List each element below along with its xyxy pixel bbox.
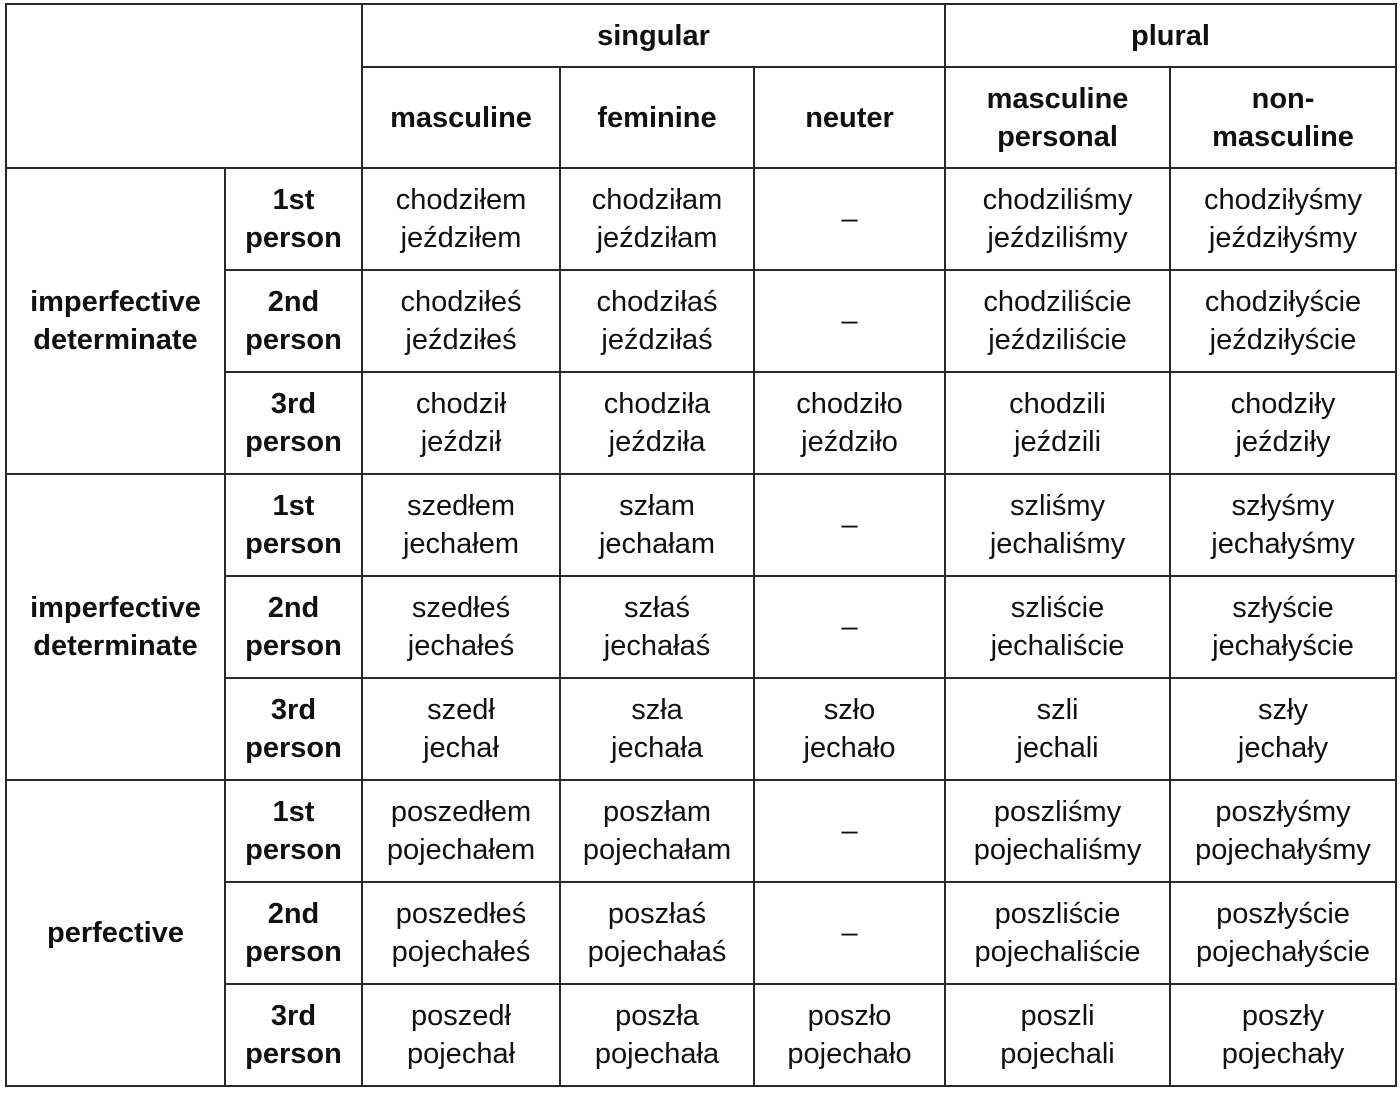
table-row (6, 474, 1396, 576)
form-cell-sg-neuter (754, 780, 945, 882)
verb-form: szły (1258, 694, 1308, 726)
person-line: 2nd (267, 286, 320, 318)
form-cell-pl-masculine-personal (945, 678, 1170, 780)
header-line: neuter (805, 101, 894, 134)
person-line: person (245, 324, 342, 356)
verb-form: jechałem (402, 528, 520, 560)
aspect-header (6, 780, 225, 1086)
aspect-line: imperfective (30, 592, 201, 624)
verb-form: pojechała (594, 1038, 720, 1070)
form-cell-pl-masculine-personal (945, 984, 1170, 1086)
form-cell-pl-non-masculine (1170, 780, 1396, 882)
verb-form: jeździła (608, 426, 706, 458)
verb-form: pojechałam (582, 834, 732, 866)
singular-header: singular (362, 4, 945, 67)
verb-form: chodziliśmy (982, 184, 1133, 216)
person-line: 3rd (270, 1000, 317, 1032)
verb-form: poszliśmy (993, 796, 1122, 828)
verb-form: jeździliście (988, 324, 1127, 356)
verb-form: jechałam (598, 528, 716, 560)
form-cell-sg-neuter (754, 576, 945, 678)
verb-form: jeździłyście (1209, 324, 1357, 356)
form-cell-pl-masculine-personal (945, 372, 1170, 474)
verb-form: szli (1036, 694, 1079, 726)
person-header (225, 780, 362, 882)
person-line: person (245, 834, 342, 866)
form-cell-sg-masculine (362, 780, 560, 882)
verb-form: chodziła (603, 388, 711, 420)
form-cell-sg-masculine (362, 474, 560, 576)
gender-header-neuter (754, 67, 945, 168)
form-cell-pl-masculine-personal (945, 168, 1170, 270)
person-line: 3rd (270, 694, 317, 726)
person-header (225, 270, 362, 372)
verb-form: szło (823, 694, 876, 726)
person-header (225, 678, 362, 780)
verb-form: szliście (1010, 592, 1105, 624)
person-header (225, 372, 362, 474)
verb-form: poszłam (603, 796, 711, 828)
verb-form: jeździłam (596, 222, 718, 254)
verb-form: jechałeś (407, 630, 515, 662)
verb-form: pojechałem (386, 834, 536, 866)
gender-header-masculine-personal (945, 67, 1170, 168)
verb-form: chodziło (796, 388, 903, 420)
verb-form: chodziłem (395, 184, 527, 216)
verb-form: – (841, 815, 858, 847)
verb-form: szłam (619, 490, 695, 522)
verb-form: chodziłam (591, 184, 723, 216)
verb-form: poszłyśmy (1215, 796, 1351, 828)
verb-form: chodziliście (983, 286, 1132, 318)
verb-form: chodziłaś (596, 286, 718, 318)
verb-form: jeździliśmy (987, 222, 1128, 254)
form-cell-sg-masculine (362, 576, 560, 678)
verb-form: szłyśmy (1231, 490, 1335, 522)
form-cell-sg-feminine (560, 780, 754, 882)
person-line: person (245, 426, 342, 458)
verb-form: poszła (615, 1000, 699, 1032)
verb-form: – (841, 917, 858, 949)
form-cell-pl-non-masculine (1170, 372, 1396, 474)
verb-form: jechał (423, 732, 499, 764)
person-line: 3rd (270, 388, 317, 420)
form-cell-sg-masculine (362, 984, 560, 1086)
verb-form: jeździłaś (601, 324, 713, 356)
form-cell-sg-feminine (560, 372, 754, 474)
person-line: 1st (272, 184, 315, 216)
form-cell-sg-feminine (560, 678, 754, 780)
verb-form: jechałyście (1212, 630, 1354, 662)
verb-form: – (841, 305, 858, 337)
form-cell-sg-neuter (754, 984, 945, 1086)
plural-header: plural (945, 4, 1396, 67)
form-cell-pl-masculine-personal (945, 270, 1170, 372)
person-line: person (245, 1038, 342, 1070)
verb-form: poszedł (411, 1000, 511, 1032)
form-cell-sg-feminine (560, 882, 754, 984)
header-line: non- (1251, 82, 1315, 115)
person-header (225, 882, 362, 984)
form-cell-sg-feminine (560, 474, 754, 576)
form-cell-sg-feminine (560, 168, 754, 270)
form-cell-sg-neuter (754, 678, 945, 780)
verb-form: pojechałeś (391, 936, 531, 968)
verb-form: jechałaś (603, 630, 711, 662)
form-cell-pl-masculine-personal (945, 882, 1170, 984)
form-cell-sg-masculine (362, 882, 560, 984)
verb-form: jeździli (1014, 426, 1102, 458)
verb-form: pojechałyśmy (1195, 834, 1371, 866)
verb-form: szedłeś (411, 592, 511, 624)
header-line: masculine (1212, 120, 1354, 153)
form-cell-pl-masculine-personal (945, 780, 1170, 882)
verb-form: poszłaś (607, 898, 707, 930)
verb-form: pojechał (406, 1038, 516, 1070)
verb-form: pojechaliście (974, 936, 1141, 968)
form-cell-sg-masculine (362, 270, 560, 372)
person-header (225, 168, 362, 270)
verb-form: szedłem (407, 490, 515, 522)
header-line: masculine (390, 101, 532, 134)
verb-form: jechały (1237, 732, 1329, 764)
form-cell-sg-feminine (560, 270, 754, 372)
form-cell-pl-masculine-personal (945, 576, 1170, 678)
form-cell-pl-non-masculine (1170, 576, 1396, 678)
verb-form: poszedłeś (395, 898, 527, 930)
verb-form: jeździły (1235, 426, 1331, 458)
table-row (6, 168, 1396, 270)
person-header (225, 576, 362, 678)
verb-form: szliśmy (1009, 490, 1106, 522)
form-cell-sg-neuter (754, 372, 945, 474)
verb-form: pojechały (1221, 1038, 1345, 1070)
verb-form: – (841, 509, 858, 541)
aspect-line: determinate (33, 324, 198, 356)
verb-form: pojechaliśmy (973, 834, 1142, 866)
person-header (225, 984, 362, 1086)
verb-form: poszły (1241, 1000, 1325, 1032)
verb-form: jechała (611, 732, 703, 764)
form-cell-sg-neuter (754, 270, 945, 372)
verb-form: jeździł (420, 426, 502, 458)
form-cell-sg-feminine (560, 984, 754, 1086)
verb-form: jeździłem (400, 222, 522, 254)
form-cell-pl-non-masculine (1170, 678, 1396, 780)
verb-form: szła (631, 694, 683, 726)
verb-form: poszli (1020, 1000, 1095, 1032)
verb-form: chodziły (1230, 388, 1336, 420)
person-header (225, 474, 362, 576)
table-body (6, 168, 1396, 1086)
form-cell-sg-neuter (754, 168, 945, 270)
verb-form: pojechałaś (587, 936, 727, 968)
gender-header-non-masculine (1170, 67, 1396, 168)
aspect-line: determinate (33, 630, 198, 662)
person-line: 2nd (267, 898, 320, 930)
verb-form: poszło (807, 1000, 892, 1032)
verb-form: szedł (427, 694, 495, 726)
verb-form: pojechali (1000, 1038, 1115, 1070)
form-cell-pl-masculine-personal (945, 474, 1170, 576)
verb-form: jeździłyśmy (1208, 222, 1358, 254)
header-line: feminine (597, 101, 717, 134)
gender-header-feminine (560, 67, 754, 168)
verb-form: poszedłem (390, 796, 532, 828)
form-cell-pl-non-masculine (1170, 168, 1396, 270)
form-cell-pl-non-masculine (1170, 270, 1396, 372)
aspect-line: perfective (46, 917, 184, 949)
form-cell-sg-masculine (362, 678, 560, 780)
form-cell-pl-non-masculine (1170, 474, 1396, 576)
verb-form: pojechałyście (1195, 936, 1371, 968)
verb-form: jechało (803, 732, 896, 764)
person-line: person (245, 936, 342, 968)
person-line: person (245, 732, 342, 764)
person-line: 1st (272, 796, 315, 828)
verb-form: chodziłeś (400, 286, 522, 318)
aspect-header (6, 474, 225, 780)
gender-header-masculine (362, 67, 560, 168)
verb-form: jechaliśmy (989, 528, 1126, 560)
verb-form: poszliście (994, 898, 1121, 930)
verb-form: szłyście (1232, 592, 1334, 624)
form-cell-sg-masculine (362, 372, 560, 474)
form-cell-sg-masculine (362, 168, 560, 270)
table-row (6, 780, 1396, 882)
verb-form: chodzili (1009, 388, 1106, 420)
form-cell-sg-feminine (560, 576, 754, 678)
header-line: personal (997, 120, 1118, 153)
verb-form: szłaś (623, 592, 691, 624)
conjugation-table (5, 3, 1397, 1087)
person-line: 2nd (267, 592, 320, 624)
person-line: person (245, 222, 342, 254)
person-line: person (245, 630, 342, 662)
verb-form: pojechało (787, 1038, 912, 1070)
verb-form: jeździłeś (405, 324, 517, 356)
form-cell-pl-non-masculine (1170, 882, 1396, 984)
form-cell-sg-neuter (754, 882, 945, 984)
verb-form: jechali (1016, 732, 1099, 764)
verb-form: – (841, 611, 858, 643)
verb-form: poszłyście (1216, 898, 1350, 930)
corner-cell (6, 4, 362, 168)
verb-form: jechałyśmy (1211, 528, 1355, 560)
person-line: 1st (272, 490, 315, 522)
form-cell-sg-neuter (754, 474, 945, 576)
verb-form: chodziłyście (1204, 286, 1362, 318)
verb-form: – (841, 203, 858, 235)
header-line: masculine (986, 82, 1129, 115)
verb-form: chodził (415, 388, 507, 420)
aspect-header (6, 168, 225, 474)
verb-form: chodziłyśmy (1204, 184, 1362, 216)
form-cell-pl-non-masculine (1170, 984, 1396, 1086)
verb-form: jechaliście (990, 630, 1125, 662)
aspect-line: imperfective (30, 286, 201, 318)
person-line: person (245, 528, 342, 560)
verb-form: jeździło (801, 426, 898, 458)
